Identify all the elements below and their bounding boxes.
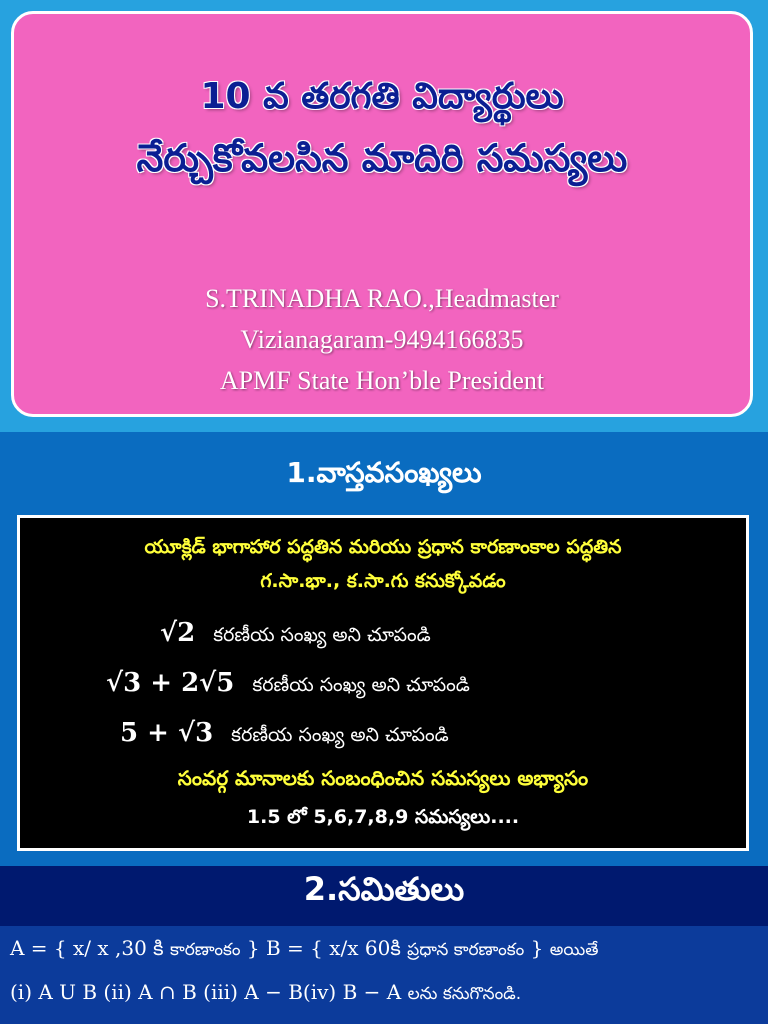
problem-sqrt2-text: కరణీయ సంఖ్య అని చూపండి [213, 624, 431, 646]
section2-heading: 2.సమితులు [303, 870, 465, 908]
title-line-1: 10 వ తరగతి విద్యార్థులు [200, 76, 564, 117]
section-real-numbers [0, 432, 768, 866]
problem-sqrt3-2sqrt5-math: √3 + 2√5 [106, 668, 235, 698]
sets-question-line [10, 980, 521, 1008]
author-name: S.TRINADHA RAO.,Headmaster [205, 284, 559, 313]
problem-box [17, 515, 749, 851]
set-a-text: కారణాంకం [169, 940, 241, 960]
author-location-phone: Vizianagaram-9494166835 [240, 325, 524, 354]
set-a-math: A = { x/ x ,30 కి [10, 936, 164, 960]
problem-5-sqrt3-text: కరణీయ సంఖ్య అని చూపండి [231, 724, 449, 746]
section-sets [0, 866, 768, 1024]
sets-definition-line [10, 936, 598, 965]
section1-heading: 1.వాస్తవసంఖ్యలు [286, 456, 482, 489]
title-card [11, 11, 753, 417]
hcf-lcm-line: గ.సా.భా., క.సా.గు కనుక్కోవడం [260, 570, 506, 592]
problem-sqrt2-math: √2 [160, 618, 196, 648]
if-text: అయితే [549, 940, 599, 960]
find-text: లను కనుగొనండి. [407, 984, 522, 1004]
logarithm-line: సంవర్గ మానాలకు సంబంధించిన సమస్యలు అభ్యాసం [177, 766, 589, 790]
problem-sqrt3-2sqrt5 [106, 668, 470, 701]
author-position: APMF State Hon’ble President [219, 366, 545, 395]
sets-problem-band [0, 926, 768, 1024]
set-operations-math: (i) A U B (ii) A ∩ B (iii) A − B(iv) B − A [10, 980, 402, 1004]
title-line-2: నేర్చుకోవలసిన మాదిరి సమస్యలు [136, 136, 628, 180]
problem-sqrt3-2sqrt5-text: కరణీయ సంఖ్య అని చూపండి [252, 674, 470, 696]
set-b-text: ప్రధాన కారణాంకం [407, 940, 525, 960]
problem-sqrt2 [160, 618, 431, 651]
euclid-line: యూక్లిడ్ భాగాహార పద్ధతిన మరియు ప్రధాన కారణాంకాల పద్ధతిన [144, 536, 622, 558]
set-b-close: } [530, 936, 544, 960]
exercise-line: 1.5 లో 5,6,7,8,9 సమస్యలు.... [246, 806, 520, 828]
problem-5-sqrt3-math: 5 + √3 [120, 718, 214, 748]
title-banner [0, 0, 768, 432]
problem-5-sqrt3 [120, 718, 449, 751]
set-b-math: } B = { x/x 60కి [246, 936, 401, 960]
